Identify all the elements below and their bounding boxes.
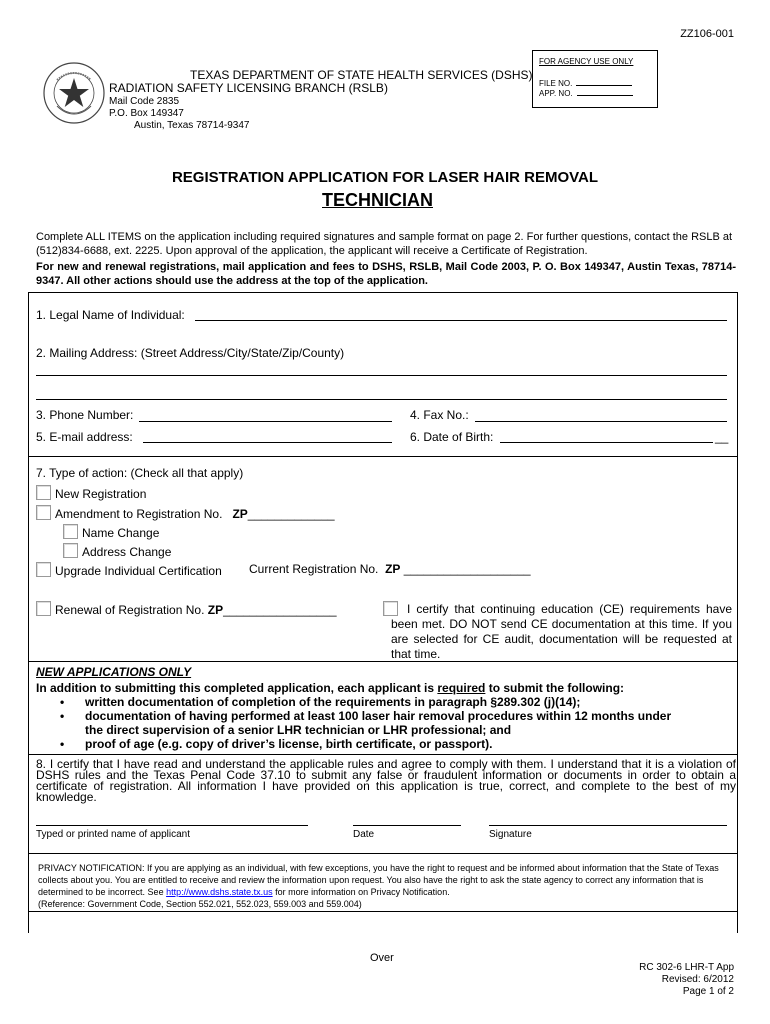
app-no-label: APP. NO. [539,89,573,98]
mail-code: Mail Code 2835 [109,96,180,107]
form-id: ZZ106-001 [680,28,734,40]
bullet: • [60,737,65,751]
current-zp-field[interactable]: ___________________ [403,562,531,576]
file-no-line [576,77,632,86]
name-change-label: Name Change [82,526,160,540]
mailing-instructions: For new and renewal registrations, mail application and fees to DSHS, RSLB, Mail Code 2003, P. O. Box 149347, Austin Texas, 78714-9347. All other actions should use the address at the top of the application. [36,261,736,287]
app-no-row [539,87,633,98]
app-no-line [577,87,633,96]
dob-label: 6. Date of Birth: [410,430,494,444]
name-change-option[interactable] [63,524,159,540]
form-footer [639,962,734,998]
department-name: TEXAS DEPARTMENT OF STATE HEALTH SERVICES (DSHS) [190,68,533,82]
current-registration-label: Current Registration No. [249,562,379,576]
divider [28,661,738,662]
divider [28,456,738,457]
page-number: Page 1 of 2 [682,986,734,997]
form-title-technician: TECHNICIAN [322,190,433,210]
bullet: • [60,709,65,723]
address-change-option[interactable] [63,543,171,559]
mailing-address-field-2[interactable] [36,398,727,400]
phone-label: 3. Phone Number: [36,408,134,422]
agency-use-box [532,50,658,108]
form-title: REGISTRATION APPLICATION FOR LASER HAIR REMOVAL [171,169,599,186]
applicant-name-label: Typed or printed name of applicant [36,829,190,840]
dshs-link[interactable]: http://www.dshs.state.tx.us [166,887,273,897]
form-code: RC 302-6 LHR-T App [639,962,734,973]
dob-field[interactable] [500,441,713,443]
branch-name: RADIATION SAFETY LICENSING BRANCH (RSLB) [109,81,388,95]
over-label: Over [370,952,394,964]
certification-statement: 8. I certify that I have read and understand the applicable rules and agree to comply with them. I understand that it is a violation of DSHS rules and the Texas Penal Code 37.10 to submit any false or fraudulent information or documents in order to obtain a certificate of registration. All information I have provided on this application is true, correct, and complete to the best of my knowledge. [36,757,736,804]
renewal-label: Renewal of Registration No. [55,603,205,617]
amendment-zp-prefix: ZP [232,507,248,521]
date-field[interactable] [353,824,461,826]
current-zp-prefix: ZP [385,562,401,576]
address-change-label: Address Change [82,545,172,559]
requirement-item: • written documentation of completion of the requirements in paragraph §289.302 (j)(14); [60,695,581,709]
amendment-zp-field[interactable]: _____________ [247,507,335,521]
email-label: 5. E-mail address: [36,430,133,444]
privacy-reference: (Reference: Government Code, Section 552.021, 552.023, 559.003 and 559.004) [38,899,362,909]
upgrade-checkbox[interactable] [36,562,51,577]
upgrade-option[interactable] [36,562,222,578]
applicant-name-field[interactable] [36,824,308,826]
mailing-address-label: 2. Mailing Address: (Street Address/City/State/Zip/County) [36,346,345,360]
email-field[interactable] [143,441,392,443]
name-change-checkbox[interactable] [63,524,78,539]
divider [28,853,738,854]
legal-name-label: 1. Legal Name of Individual: [36,308,185,322]
new-registration-label: New Registration [55,487,147,501]
po-box: P.O. Box 149347 [109,108,184,119]
phone-field[interactable] [139,420,392,422]
requirement-item-continued: the direct supervision of a senior LHR technician or LHR professional; and [85,723,512,737]
revision-date: Revised: 6/2012 [661,974,734,985]
new-applications-heading: NEW APPLICATIONS ONLY [36,665,192,679]
instructions: Complete ALL ITEMS on the application including required signatures and sample format on page 2. For further questions, contact the RSLB at (512)834-6688, ext. 2225. Upon approval of the application, the applicant will receive a Certificate of Registration. [36,231,733,257]
address-change-checkbox[interactable] [63,543,78,558]
requirement-item: • proof of age (e.g. copy of driver’s license, birth certificate, or passport). [60,737,493,751]
signature-field[interactable] [489,824,727,826]
bullet: • [60,695,65,709]
signature-label: Signature [489,829,532,840]
agency-box-header: FOR AGENCY USE ONLY [539,57,634,66]
renewal-checkbox[interactable] [36,601,51,616]
current-registration [249,562,531,576]
renewal-zp-field[interactable]: _________________ [223,603,337,617]
fax-field[interactable] [475,420,727,422]
divider [28,754,738,755]
amendment-checkbox[interactable] [36,505,51,520]
privacy-notification: PRIVACY NOTIFICATION: If you are applying as an individual, with few exceptions, you have the right to request and be informed about information that the State of Texas collects about you. You are entitled to receive and review the information upon request. You also have the right to ask the state agency to correct any information that is determined to be incorrect. See http://www.dshs.state.tx.us for more information on Privacy Notification. (Reference: Government Code, Section 552.021, 552.023, 559.003 and 559.004) [38,863,719,909]
city-address: Austin, Texas 78714-9347 [134,120,250,131]
upgrade-label: Upgrade Individual Certification [55,564,222,578]
new-applications-subheading: In addition to submitting this completed application, each applicant is required to submit the following: [36,681,625,695]
amendment-label: Amendment to Registration No. [55,507,223,521]
requirement-item: • documentation of having performed at least 100 laser hair removal procedures within 12 months under [60,709,672,723]
new-registration-checkbox[interactable] [36,485,51,500]
mailing-address-field-1[interactable] [36,374,727,376]
divider [28,911,738,912]
fax-label: 4. Fax No.: [410,408,469,422]
renewal-zp-prefix: ZP [207,603,224,617]
texas-state-seal-icon [43,62,105,124]
amendment-option[interactable] [36,505,335,521]
ce-certify-text: I certify that continuing education (CE) requirements have been met. DO NOT send CE documentation at this time. If you are selected for CE audit, documentation will be requested at that time. [391,602,732,661]
new-registration-option[interactable] [36,485,146,501]
date-label: Date [353,829,375,840]
file-no-label: FILE NO. [539,79,573,88]
renewal-option[interactable] [36,601,337,617]
action-heading: 7. Type of action: (Check all that apply) [36,466,244,480]
dob-tail: __ [715,430,729,444]
legal-name-field[interactable] [195,319,727,321]
